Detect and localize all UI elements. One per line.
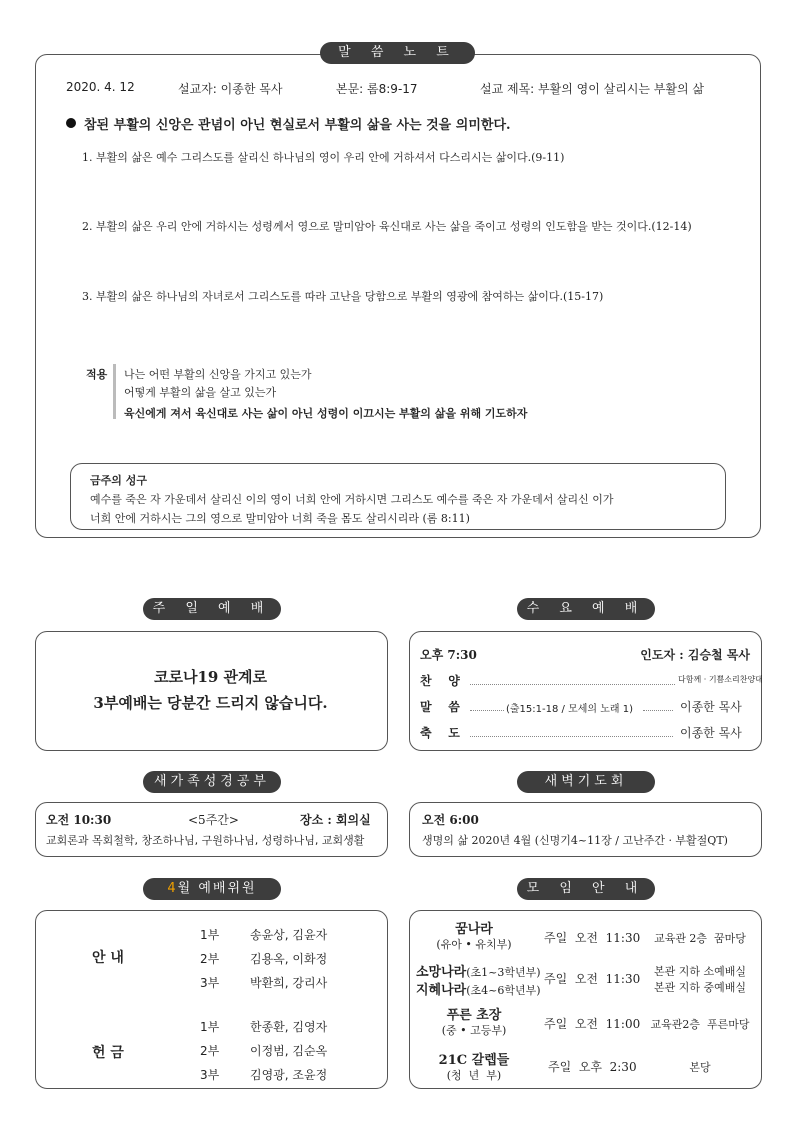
sermon-date: 2020. 4. 12 [66, 80, 135, 94]
meeting-name-5: 21C 갈렙들 [438, 1053, 510, 1068]
benediction-label: 축 도 [420, 726, 460, 740]
offering-part-3: 3부 [200, 1068, 220, 1082]
verse-title: 금주의 성구 [90, 474, 147, 487]
main-point: 참된 부활의 신앙은 관념이 아닌 현실로서 부활의 삶을 사는 것을 의미한다. [84, 118, 511, 133]
meeting-name-3 [416, 979, 541, 998]
new-family-time: 오전 10:30 [46, 813, 112, 827]
meeting-name-1: 꿈나라 [455, 922, 493, 937]
meeting-sub-1: (유아 • 유치부) [436, 938, 512, 951]
new-family-title: 새가족성경공부 [143, 771, 281, 793]
sermon-label: 말 씀 [420, 700, 460, 714]
usher-part-1: 1부 [200, 928, 220, 942]
meeting-sub-4: (중 • 고등부) [441, 1024, 507, 1037]
apply-line-1: 나는 어떤 부활의 신앙을 가지고 있는가 [124, 368, 312, 381]
offering-part-2: 2부 [200, 1044, 220, 1058]
meeting-name-4: 푸른 초장 [446, 1008, 502, 1023]
meetings-title: 모 임 안 내 [517, 878, 655, 900]
meeting-name-2 [416, 961, 541, 980]
usher-part-3: 3부 [200, 976, 220, 990]
point-1: 1. 부활의 삶은 예수 그리스도를 살리신 하나님의 영이 우리 안에 거하셔서 다스리시는 삶이다.(9-11) [82, 151, 565, 164]
praise-leader-dots [470, 684, 675, 685]
usher-part-2: 2부 [200, 952, 220, 966]
sunday-notice-line-1: 코로나19 관계로 [153, 668, 268, 686]
apply-line-2: 어떻게 부활의 삶을 살고 있는가 [124, 386, 277, 399]
apply-label: 적용 [86, 368, 108, 381]
offering-names-3: 김영광, 조윤정 [250, 1068, 328, 1082]
offering-part-1: 1부 [200, 1020, 220, 1034]
offering-names-1: 한종환, 김영자 [250, 1020, 328, 1034]
dawn-prayer-desc: 생명의 삶 2020년 4월 (신명기4~11장 / 고난주간 · 부활절QT) [422, 834, 728, 847]
committee-title [143, 878, 281, 900]
committee-month: 4 [167, 881, 178, 896]
apply-line-3: 육신에게 져서 육신대로 사는 삶이 아닌 성령이 이끄시는 부활의 삶을 위해 기도하자 [124, 407, 528, 420]
meeting-name-2-sub: (초1~3학년부) [466, 966, 541, 979]
sermon-dots-right [643, 710, 673, 711]
usher-label: 안 내 [92, 950, 124, 966]
meeting-place-5: 본당 [689, 1061, 711, 1074]
wednesday-service-title: 수 요 예 배 [517, 598, 655, 620]
benediction-pastor: 이종한 목사 [680, 726, 742, 740]
meeting-time-1: 주일 오전 11:30 [544, 931, 641, 945]
usher-names-3: 박환희, 강리사 [250, 976, 328, 990]
meeting-time-5: 주일 오후 2:30 [548, 1060, 637, 1074]
meeting-sub-5: (청 년 부) [446, 1069, 502, 1082]
benediction-dots [470, 736, 673, 737]
meeting-place-1: 교육관 2층 꿈마당 [654, 932, 746, 945]
wednesday-leader: 인도자 : 김승철 목사 [640, 648, 750, 662]
sermon-preacher: 설교자: 이종한 목사 [178, 82, 283, 96]
meeting-place-3: 본관 지하 중예배실 [653, 981, 746, 994]
sermon-scripture: 본문: 롬8:9-17 [336, 82, 418, 96]
sermon-passage: (출15:1-18 / 모세의 노래 1) [506, 704, 633, 715]
offering-names-2: 이정범, 김순옥 [250, 1044, 328, 1058]
point-3: 3. 부활의 삶은 하나님의 자녀로서 그리스도를 따라 고난을 당함으로 부활의 영광에 참여하는 삶이다.(15-17) [82, 290, 604, 303]
usher-names-2: 김용옥, 이화정 [250, 952, 328, 966]
meeting-place-4: 교육관2층 푸른마당 [650, 1018, 750, 1031]
new-family-weeks: <5주간> [188, 813, 239, 827]
meeting-name-3-main: 지혜나라 [416, 983, 467, 998]
praise-label: 찬 양 [420, 674, 460, 688]
new-family-topics: 교회론과 목회철학, 창조하나님, 구원하나님, 성령하나님, 교회생활 [46, 834, 365, 847]
apply-divider [113, 364, 116, 419]
dawn-prayer-title: 새벽기도회 [517, 771, 655, 793]
point-2: 2. 부활의 삶은 우리 안에 거하시는 성령께서 영으로 말미암아 육신대로 사는 삶을 죽이고 성령의 인도함을 받는 것이다.(12-14) [82, 220, 692, 233]
meeting-time-2: 주일 오전 11:30 [544, 972, 641, 986]
bullet-icon [66, 118, 76, 128]
offering-label: 헌 금 [92, 1045, 124, 1061]
new-family-place: 장소 : 회의실 [300, 813, 371, 827]
meeting-name-2-main: 소망나라 [416, 965, 467, 980]
meeting-time-4: 주일 오전 11:00 [544, 1017, 641, 1031]
sermon-title: 설교 제목: 부활의 영이 살리시는 부활의 삶 [480, 82, 704, 96]
meeting-place-2: 본관 지하 소예배실 [653, 965, 746, 978]
usher-names-1: 송윤상, 김윤자 [250, 928, 328, 942]
sermon-preacher-wed: 이종한 목사 [680, 700, 742, 714]
meeting-name-3-sub: (초4~6학년부) [466, 984, 541, 997]
wednesday-time: 오후 7:30 [420, 648, 477, 662]
sunday-service-box [35, 631, 388, 751]
sunday-notice-line-2: 3부예배는 당분간 드리지 않습니다. [93, 694, 328, 712]
sermon-note-title: 말 씀 노 트 [320, 42, 475, 64]
praise-performer: 다함께 · 기쁨소리찬양대 [678, 675, 763, 684]
sermon-dots-left [470, 710, 504, 711]
sunday-service-title: 주 일 예 배 [143, 598, 281, 620]
dawn-prayer-time: 오전 6:00 [422, 813, 479, 827]
verse-line-2: 너희 안에 거하시는 그의 영으로 말미암아 너희 죽을 몸도 살리시리라 (롬 8:11) [90, 512, 470, 525]
verse-line-1: 예수를 죽은 자 가운데서 살리신 이의 영이 너희 안에 거하시면 그리스도 예수를 죽은 자 가운데서 살리신 이가 [90, 493, 614, 506]
committee-title-rest: 월 예배위원 [177, 881, 257, 896]
